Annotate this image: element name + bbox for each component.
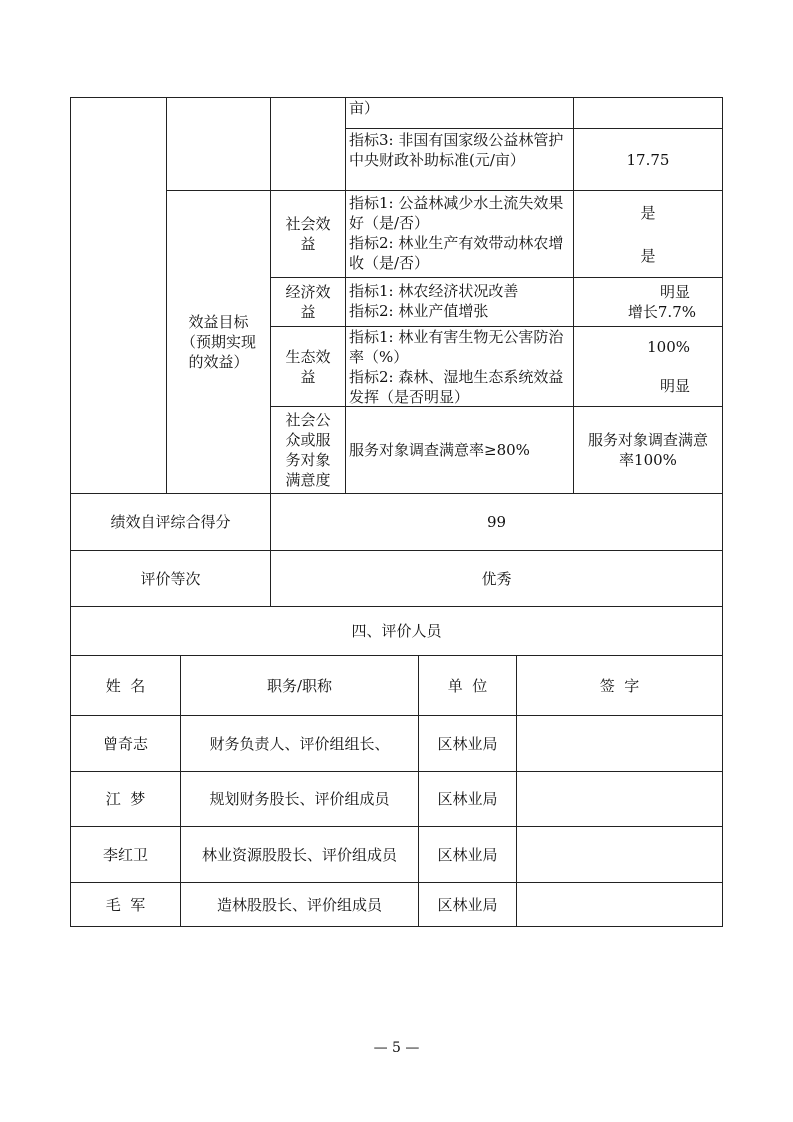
category-label: 经济效益 [285,283,331,321]
row-title-cell [180,882,419,927]
value-text: 17.75 [626,150,670,169]
value-cell [573,326,723,407]
title-text: 财务负责人、评价组组长、 [209,734,390,753]
category-cell [270,406,346,494]
row-unit-cell [418,771,517,827]
header-title-cell [180,655,419,716]
value-cell [573,277,723,327]
row-signature-cell [516,826,723,883]
value-text: 服务对象调查满意率100% [587,431,708,469]
row-unit-cell [418,882,517,927]
row-title-cell [180,826,419,883]
indicator-text: 指标2: 林业生产有效带动林农增收（是/否） [349,234,564,272]
category-label: 生态效益 [285,347,331,386]
header-title-text: 职务/职称 [266,676,333,695]
row-title-cell [180,715,419,772]
header-signature-cell [516,655,723,716]
indicator-text: 指标3: 非国有国家级公益林管护中央财政补助标准(元/亩） [349,131,564,169]
category-label: 社会效益 [285,215,331,253]
value-text: 是 [640,203,656,222]
indicator-cell [345,97,574,129]
indicator-cell [345,326,574,407]
title-text: 造林股股长、评价组成员 [216,895,382,914]
section-heading-cell [70,606,723,656]
page-number: — 5 — [373,1040,420,1056]
unit-text: 区林业局 [437,895,498,914]
value-text: 增长7.7% [627,303,696,321]
unit-text: 区林业局 [437,734,498,753]
grade-value: 优秀 [481,569,512,588]
row-name-cell [70,882,181,927]
name-text: 江 梦 [105,790,146,808]
unit-text: 区林业局 [437,790,498,808]
indicator-cell [345,128,574,191]
category-cell [270,190,346,278]
indicator-cell [345,277,574,327]
score-value: 99 [486,513,507,531]
grade-label-cell [70,550,271,607]
indicator-text: 指标1: 林农经济状况改善 [349,282,519,300]
value-text: 明显 [659,283,690,301]
row-signature-cell [516,771,723,827]
value-cell [573,128,723,191]
title-text: 规划财务股长、评价组成员 [209,790,390,808]
header-unit-cell [418,655,517,716]
header-signature-text: 签 字 [599,676,640,695]
name-text: 李红卫 [102,845,148,864]
header-unit-text: 单 位 [447,676,488,695]
indicator-cell [345,190,574,278]
value-cell [573,97,723,129]
category-cell [270,277,346,327]
header-name-text: 姓 名 [105,676,146,695]
title-text: 林业资源股股长、评价组成员 [201,845,397,864]
name-text: 曾奇志 [102,734,148,753]
row-signature-cell [516,715,723,772]
row-title-cell [180,771,419,827]
row-name-cell [70,826,181,883]
value-text: 是 [640,246,656,265]
indicator-text: 服务对象调查满意率≥80% [349,441,530,459]
score-label: 绩效自评综合得分 [110,513,231,531]
empty-cell [166,97,271,191]
row-name-cell [70,771,181,827]
value-cell [573,190,723,278]
row-unit-cell [418,715,517,772]
empty-cell [70,97,167,494]
section-heading: 四、评价人员 [351,622,442,640]
header-name-cell [70,655,181,716]
indicator-cell [345,406,574,494]
category-label: 社会公众或服务对象满意度 [285,411,331,489]
category-cell [270,326,346,407]
grade-value-cell [270,550,723,607]
indicator-text: 指标2: 森林、湿地生态系统效益发挥（是否明显） [349,368,564,406]
row-name-cell [70,715,181,772]
name-text: 毛 军 [105,895,146,914]
indicator-text: 指标1: 公益林减少水土流失效果好（是/否） [349,194,564,232]
score-value-cell [270,493,723,551]
value-text: 明显 [659,377,690,396]
indicator-text: 指标1: 林业有害生物无公害防治率（%） [349,328,564,366]
row-signature-cell [516,882,723,927]
score-label-cell [70,493,271,551]
indicator-text: 指标2: 林业产值增张 [349,302,489,320]
benefit-label-cell [166,190,271,494]
value-text: 100% [647,337,690,356]
empty-cell [270,97,346,191]
grade-label: 评价等次 [140,569,201,588]
unit-text: 区林业局 [437,845,498,864]
row-unit-cell [418,826,517,883]
benefit-label: 效益目标（预期实现的效益） [180,313,256,371]
indicator-text: 亩） [349,99,380,117]
value-cell [573,406,723,494]
